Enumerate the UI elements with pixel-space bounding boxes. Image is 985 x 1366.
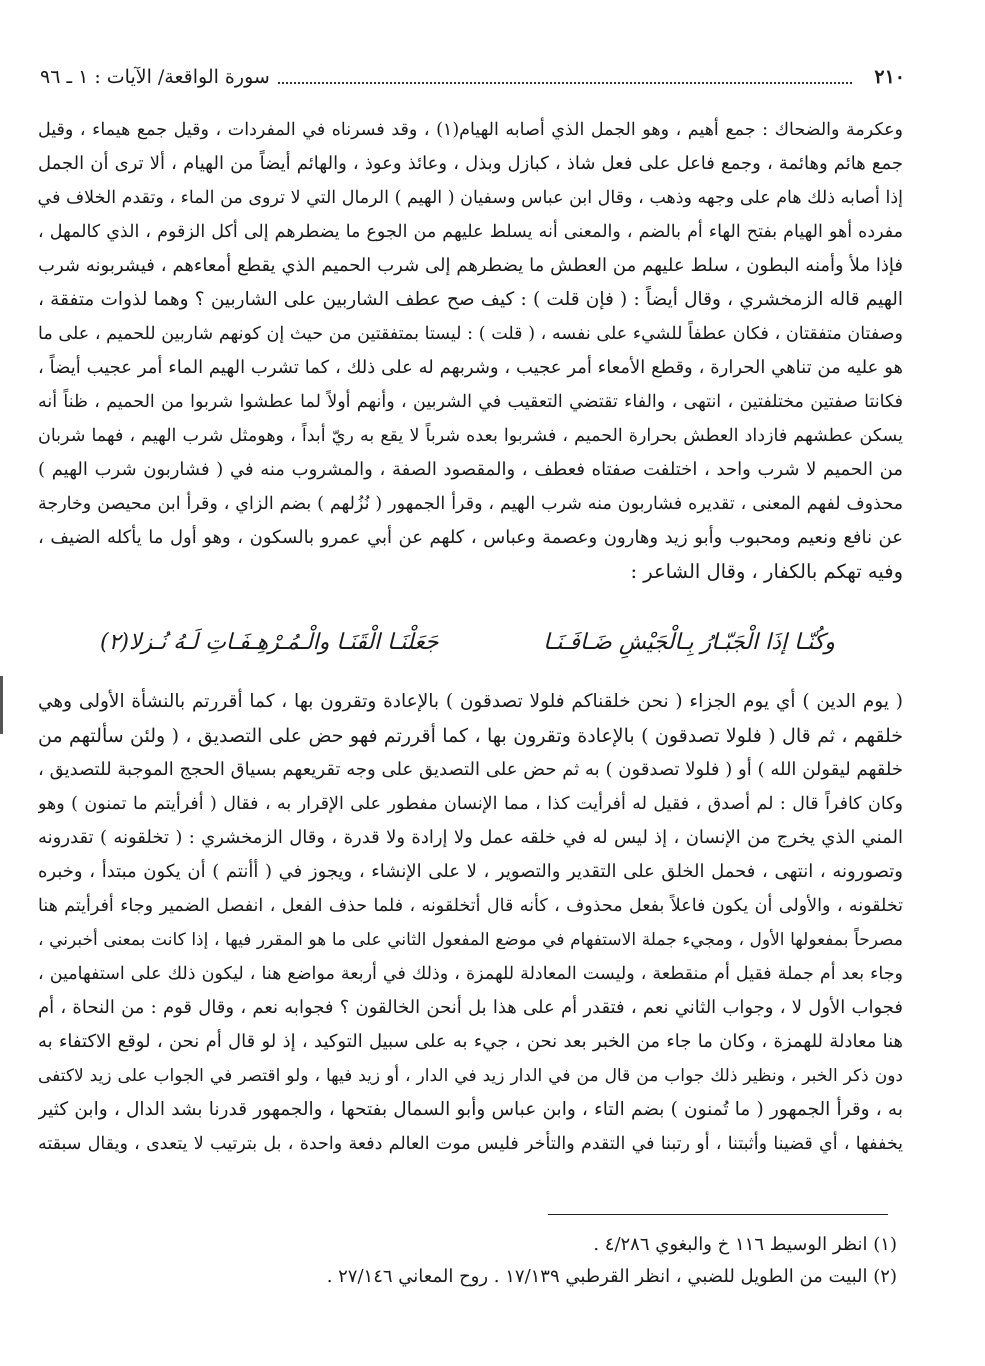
- body-line: ( يوم الدين ) أي يوم الجزاء ( نحن خلقناكم فلولا تصدقون ) بالإعادة وتقرون بها ، كما أقررتم بالنشأة الأولى وهي: [38, 691, 903, 712]
- running-title: سورة الواقعة/ الآيات : ١ ـ ٩٦: [40, 66, 270, 88]
- body-line: وعكرمة والضحاك : جمع أهيم ، وهو الجمل الذي أصابه الهيام(١) ، وقد فسرناه في المفردات ، وقيل جمع هيماء ، وقيل: [38, 120, 903, 140]
- body-line: وصفتان متفقتان ، فكان عطفاً للشيء على نفسه ، ( قلت ) : ليستا بمتفقتين من حيث إن كونهم شاربين للحميم ، على ما: [38, 324, 903, 344]
- body-line: به ، وقرأ الجمهور ( ما تُمنون ) بضم التاء ، وابن عباس وأبو السمال بفتحها ، والجمهور قدرنا بشد الدال ، وابن كثير: [38, 1099, 903, 1120]
- footnote-separator: [548, 1214, 888, 1215]
- body-line: تخلقونه ، والأولى أن يكون فاعلاً بفعل محذوف ، كأنه قال أتخلقونه ، فلما حذف الفعل ، انفصل الضمير وجاء أفرأيتم هنا: [38, 896, 903, 916]
- body-line: هنا معادلة للهمزة ، وكان ما جاء من الخبر بعد نحن ، جيء به على سبيل التوكيد ، إذ لو قال أم نحن ، لوقع الاكتفاء به: [38, 1031, 903, 1052]
- body-line: محذوف لفهم المعنى ، تقديره فشاربون منه شرب الهيم ، وقرأ الجمهور ( نُزُلهم ) بضم الزاي ، وقرأ ابن محيصن وخارجة: [38, 494, 903, 514]
- body-line: إذا أصابه ذلك هام على وجهه وذهب ، وقال ابن عباس وسفيان ( الهيم ) الرمال التي لا تروى من الماء ، وتقدم الخلاف في: [38, 188, 903, 208]
- body-line: خلقهم ليقولن الله ) أو ( فلولا تصدقون ) به ثم حض على التصديق على وجه تقريعهم بسياق الحجج الموجبة للتصديق ،: [38, 759, 903, 780]
- body-line: فجواب الأول لا ، وجواب الثاني نعم ، فتقدر أم على هذا بل أنحن الخالقون ؟ فجوابه نعم ، وقال قوم : من النحاة ، أم: [38, 997, 903, 1018]
- body-line: يسكن عطشهم فازداد العطش بحرارة الحميم ، فشربوا بعده شرباً لا يقع به ريّ أبداً ، وهومثل شرب الهيم ، فهما شربان: [38, 426, 903, 446]
- body-line: مفرده أهو الهيام بفتح الهاء أم بالضم ، والمعنى أنه يسلط عليهم من الجوع ما يضطرهم إلى أكل الزقوم ، الذي كالمهل ،: [38, 222, 903, 242]
- body-line: هو عليه من تناهي الحرارة ، وقطع الأمعاء أمر عجيب ، وشربهم له على ذلك ، كما تشرب الهيم الماء أمر عجيب أيضاً ،: [38, 357, 903, 378]
- body-line: وجاء بعد أم جملة فقيل أم منقطعة ، وليست المعادلة للهمزة ، وذلك في أربعة مواضع هنا ، ليكون ذلك على استفهامين ،: [38, 964, 903, 984]
- body-line: مصرحاً بمفعولها الأول ، ومجيء جملة الاستفهام في موضع المفعول الثاني على ما هو المقرر فيها ، إذا كانت بمعنى أخبرني ،: [38, 930, 903, 950]
- poetry-verse: [100, 620, 835, 664]
- body-line: من الحميم لا شرب واحد ، اختلفت صفتاه فعطف ، والمقصود الصفة ، والمشروب منه في ( فشاربون شرب الهيم ): [38, 459, 903, 480]
- body-line: دون ذكر الخبر ، ونظير ذلك جواب من قال من في الدار زيد في الدار ، أو زيد فيها ، ولو اقتصر في الجواب على زيد لاكتفى: [38, 1066, 903, 1086]
- body-line: فكانتا صفتين مختلفتين ، انتهى ، والفاء تقتضي التعقيب في الشربين ، وأنهم أولاً لما عطشوا شربوا من الحميم ، ظناً أنه: [38, 392, 903, 412]
- body-line: عن نافع ونعيم ومحبوب وأبو زيد وهارون وعصمة وعباس ، كلهم عن أبي عمرو بالسكون ، وهو أول ما يأكله الضيف ،: [38, 527, 903, 548]
- verse-first-hemistich: وكُنّـا إذَا الْجَبّـارُ بِـالْجَيْشِ ضَـافَـنَـا: [543, 629, 835, 655]
- scan-edge-mark: [0, 676, 3, 734]
- body-line: جمع هائم وهائمة ، وجمع فاعل على فعل شاذ ، كبازل وبذل ، وعائذ وعوذ ، والهائم أيضاً من الهيام ، ألا ترى أن الجمل: [38, 153, 903, 174]
- footnote: (١) انظر الوسيط ١١٦ خ والبغوي ٤/٢٨٦ .: [593, 1234, 897, 1255]
- page-header: [40, 60, 905, 94]
- header-dotted-leader: [278, 82, 853, 84]
- footnote: (٢) البيت من الطويل للضبي ، انظر القرطبي ١٧/١٣٩ . روح المعاني ٢٧/١٤٦ .: [326, 1266, 897, 1287]
- page-number: ٢١٠: [874, 66, 905, 88]
- body-line: وفيه تهكم بالكفار ، وقال الشاعر :: [630, 560, 903, 583]
- body-line: الهيم قاله الزمخشري ، وقال أيضاً : ( فإن قلت ) : كيف صح عطف الشاربين على الشاربين ؟ وهما لذوات متفقة ،: [38, 289, 903, 310]
- body-line: المني الذي يخرج من الإنسان ، إذ ليس له في خلقه عمل ولا إرادة ولا قدرة ، وقال الزمخشري : ( تخلقونه ) تقدرونه: [38, 827, 903, 848]
- verse-second-hemistich: جَعَلْنَـا الْقَنَـا والْـمُـرْهِـفَـاتِ لَـهُ نُـزلا(٢): [100, 629, 439, 655]
- body-line: وتصورونه ، انتهى ، فحمل الخلق على التقدير والتصوير ، لا على الإنشاء ، ويجوز في ( أأنتم ) أن يكون مبتدأ ، وخبره: [38, 861, 903, 882]
- body-line: وكان كافراً قال : لم أصدق ، فقيل له أفرأيت كذا ، مما الإنسان مفطور على الإقرار به ، فقال ( أفرأيتم ما تمنون ) وهو: [38, 794, 903, 814]
- body-line: يخففها ، أي قضينا وأثبتنا ، أو رتبنا في التقدم والتأخر فليس موت العالم دفعة واحدة ، بل بترتيب لا يتعدى ، ويقال سبقته: [38, 1134, 903, 1154]
- body-line: فإذا ملأ وأمنه البطون ، سلط عليهم من العطش ما يضطرهم إلى شرب الحميم الذي يقطع أمعاءهم ، فيشربونه شرب: [38, 255, 903, 276]
- body-line: خلقهم ، ثم قال ( فلولا تصدقون ) بالإعادة وتقرون بها ، كما أقررتم فهو حض على التصديق ، ( ولئن سألتهم من: [38, 725, 903, 747]
